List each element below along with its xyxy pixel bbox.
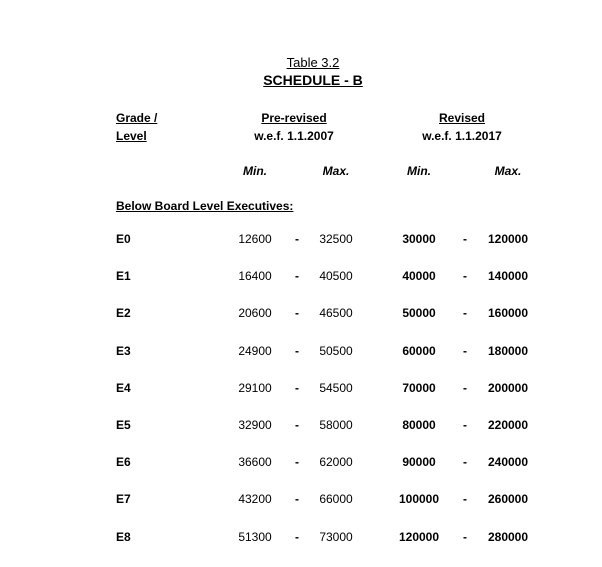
pre-revised-wef: w.e.f. 1.1.2007 [254, 129, 334, 143]
pre-max-cell: 32500 [319, 232, 353, 246]
rev-min-cell: 70000 [402, 381, 436, 395]
table-title: SCHEDULE - B [263, 72, 363, 88]
pre-separator: - [295, 530, 299, 544]
grade-cell: E3 [116, 344, 131, 358]
grade-cell: E7 [116, 492, 131, 506]
rev-separator: - [463, 530, 467, 544]
rev-separator: - [463, 232, 467, 246]
grade-header-line1: Grade / [116, 111, 158, 125]
pre-min-cell: 12600 [238, 232, 272, 246]
rev-min-cell: 100000 [398, 492, 440, 506]
pre-min-cell: 43200 [238, 492, 272, 506]
revised-wef: w.e.f. 1.1.2017 [422, 129, 502, 143]
pre-max-cell: 40500 [319, 269, 353, 283]
revised-header: Revised [438, 111, 486, 125]
pre-separator: - [295, 381, 299, 395]
rev-min-subheader: Min. [407, 164, 431, 178]
pre-max-cell: 54500 [319, 381, 353, 395]
grade-header-line2: Level [116, 129, 147, 143]
pre-max-cell: 50500 [319, 344, 353, 358]
table-row [0, 344, 602, 360]
rev-min-cell: 50000 [402, 306, 436, 320]
rev-max-subheader: Max. [494, 164, 522, 178]
rev-separator: - [463, 455, 467, 469]
table-row [0, 418, 602, 434]
pre-revised-header: Pre-revised [261, 111, 327, 125]
rev-min-cell: 40000 [402, 269, 436, 283]
grade-cell: E4 [116, 381, 131, 395]
pre-max-subheader: Max. [322, 164, 350, 178]
grade-cell: E8 [116, 530, 131, 544]
pre-min-cell: 36600 [238, 455, 272, 469]
pre-max-cell: 58000 [319, 418, 353, 432]
rev-max-cell: 260000 [487, 492, 529, 506]
pre-min-subheader: Min. [243, 164, 267, 178]
pre-min-cell: 20600 [238, 306, 272, 320]
table-row [0, 492, 602, 508]
pre-separator: - [295, 418, 299, 432]
pre-max-cell: 62000 [319, 455, 353, 469]
grade-cell: E0 [116, 232, 131, 246]
rev-max-cell: 120000 [487, 232, 529, 246]
rev-separator: - [463, 306, 467, 320]
rev-separator: - [463, 344, 467, 358]
table-row [0, 232, 602, 248]
pre-separator: - [295, 306, 299, 320]
pre-min-cell: 16400 [238, 269, 272, 283]
pre-max-cell: 73000 [319, 530, 353, 544]
table-row [0, 381, 602, 397]
pre-min-cell: 32900 [238, 418, 272, 432]
rev-max-cell: 280000 [487, 530, 529, 544]
rev-separator: - [463, 418, 467, 432]
rev-max-cell: 200000 [487, 381, 529, 395]
pre-max-cell: 46500 [319, 306, 353, 320]
table-row [0, 455, 602, 471]
rev-separator: - [463, 269, 467, 283]
rev-min-cell: 30000 [402, 232, 436, 246]
pre-separator: - [295, 492, 299, 506]
grade-cell: E5 [116, 418, 131, 432]
grade-cell: E2 [116, 306, 131, 320]
rev-min-cell: 120000 [398, 530, 440, 544]
rev-min-cell: 80000 [402, 418, 436, 432]
grade-cell: E1 [116, 269, 131, 283]
rev-max-cell: 160000 [487, 306, 529, 320]
pre-separator: - [295, 269, 299, 283]
table-number: Table 3.2 [286, 55, 340, 70]
pre-min-cell: 51300 [238, 530, 272, 544]
rev-separator: - [463, 381, 467, 395]
grade-cell: E6 [116, 455, 131, 469]
pre-separator: - [295, 455, 299, 469]
pre-min-cell: 29100 [238, 381, 272, 395]
table-row [0, 269, 602, 285]
rev-max-cell: 220000 [487, 418, 529, 432]
table-row [0, 530, 602, 546]
table-row [0, 306, 602, 322]
pre-max-cell: 66000 [319, 492, 353, 506]
section-label: Below Board Level Executives: [116, 199, 294, 213]
pre-separator: - [295, 344, 299, 358]
rev-min-cell: 90000 [402, 455, 436, 469]
rev-separator: - [463, 492, 467, 506]
rev-max-cell: 180000 [487, 344, 529, 358]
rev-max-cell: 240000 [487, 455, 529, 469]
rev-max-cell: 140000 [487, 269, 529, 283]
rev-min-cell: 60000 [402, 344, 436, 358]
pre-min-cell: 24900 [238, 344, 272, 358]
pre-separator: - [295, 232, 299, 246]
